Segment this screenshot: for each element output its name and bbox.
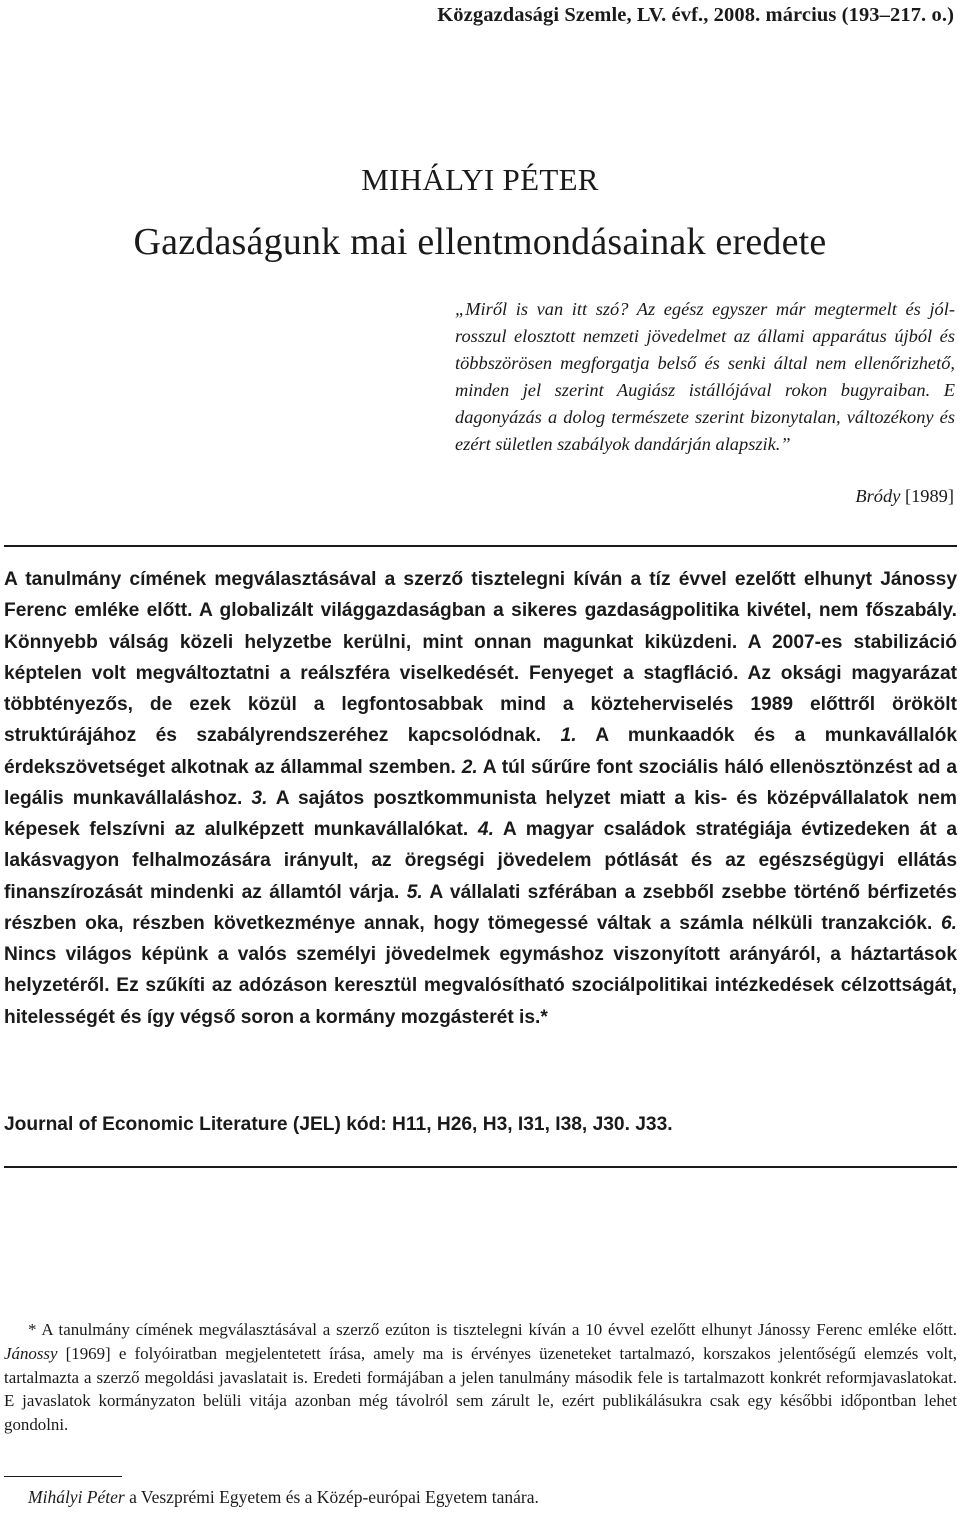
abstract-point-text: Nincs világos képünk a valós személyi jövedelmek egymáshoz viszonyított arányáról, a háztartások helyzetéről. Ez szűkíti az adózáson keresztül megvalósítható szociálpolitikai intézkedések célzottságát, hitelességét és így végső soron a kormány mozgásterét is.* — [4, 944, 957, 1028]
abstract-point-number: 6. — [940, 912, 957, 934]
abstract — [4, 564, 957, 1033]
motto-quote: „Miről is van itt szó? Az egész egyszer már megtermelt és jól-rosszul elosztott nemzeti jövedelmet az állami apparátus újból és többszörösen megforgatja belső és senki által nem ellenőrizhető, minden jel szerint Augiász istállójával rokon bugyraiban. E dagonyázás a dolog természete szerint bizonytalan, változékony és ezért sületlen szabályok dandárján alapszik.” — [455, 299, 955, 455]
author-affiliation — [28, 1487, 539, 1508]
abstract-point-number: 4. — [477, 819, 494, 840]
abstract-point-text: A vállalati szférában a zsebből zsebbe történő bérfizetés részben oka, részben következménye annak, hogy tömegessé váltak a számla nélküli tranzakciók. — [4, 881, 957, 934]
footnote-text-2: [1969] e folyóiratban megjelentetett írása, amely ma is érvényes üzeneteket tartalmazó, korszakos jelentőségű elemzés volt, tartalmazta a szerző megoldási javaslatait is. Eredeti formájában a jelen tanulmány második fele is tartalmazott konkrét reformjavaslatokat. E javaslatok kormányzaton belüli vitája azonban még távolról sem zárult le, ezért publikálásukra csak egy későbbi időpontban lehet gondolni. — [4, 1343, 957, 1435]
jel-codes: Journal of Economic Literature (JEL) kód: H11, H26, H3, I31, I38, J30. J33. — [4, 1114, 673, 1135]
abstract-point-text: A munkaadók és a munkavállalók érdekszövetséget alkotnak az állammal szemben. — [4, 725, 957, 778]
footnote-cited-author: Jánossy — [4, 1343, 58, 1363]
affiliation-name: Mihályi Péter — [28, 1487, 125, 1507]
motto-source-author: Bródy — [855, 486, 901, 506]
footnote — [4, 1318, 957, 1437]
abstract-point-number: 3. — [251, 787, 268, 809]
abstract-top-rule — [4, 545, 957, 547]
author-name: MIHÁLYI PÉTER — [361, 162, 599, 197]
running-head: Közgazdasági Szemle, LV. évf., 2008. március (193–217. o.) — [437, 4, 954, 26]
abstract-point-number: 5. — [406, 881, 423, 903]
motto-source-year: [1989] — [904, 486, 954, 506]
affiliation-separator — [4, 1476, 122, 1477]
abstract-point-number: 2. — [461, 756, 478, 778]
abstract-point-number: 1. — [560, 725, 577, 747]
abstract-point-text: A túl sűrűre font szociális háló ellenösztönzést ad a legális munkavállaláshoz. — [4, 756, 957, 809]
motto-source — [855, 486, 954, 507]
abstract-point-text: A magyar családok stratégiája évtizedeken át a lakásvagyon felhalmozására irányult, az öregségi jövedelem pótlását és az egészségügyi ellátás finanszírozását mindenki az államtól várja. — [4, 819, 957, 903]
affiliation-text: a Veszprémi Egyetem és a Közép-európai Egyetem tanára. — [129, 1487, 539, 1507]
abstract-intro: A tanulmány címének megválasztásával a szerző tisztelegni kíván a tíz évvel ezelőtt elhunyt Jánossy Ferenc emléke előtt. A globalizált világgazdaságban a sikeres gazdaságpolitika kivétel, nem főszabály. Könnyebb válság közeli helyzetbe kerülni, mint onnan magunkat kiküzdeni. A 2007-es stabilizáció képtelen volt megváltoztatni a reálszféra viselkedését. Fenyeget a stagfláció. Az oksági magyarázat többtényezős, de ezek közül a legfontosabbak mind a közteherviselés 1989 előttről örökölt struktúrájához és szabályrendszeréhez kapcsolódnak. — [4, 569, 957, 747]
abstract-point-text: A sajátos posztkommunista helyzet miatt a kis- és középvállalatok nem képesek felszívni az alulképzett munkavállalókat. — [4, 787, 957, 840]
footnote-text-1: * A tanulmány címének megválasztásával a szerző ezúton is tisztelegni kíván a 10 évvel ezelőtt elhunyt Jánossy Ferenc emléke előtt. — [28, 1320, 957, 1339]
abstract-bottom-rule — [4, 1166, 957, 1168]
article-title: Gazdaságunk mai ellentmondásainak eredete — [133, 221, 827, 263]
